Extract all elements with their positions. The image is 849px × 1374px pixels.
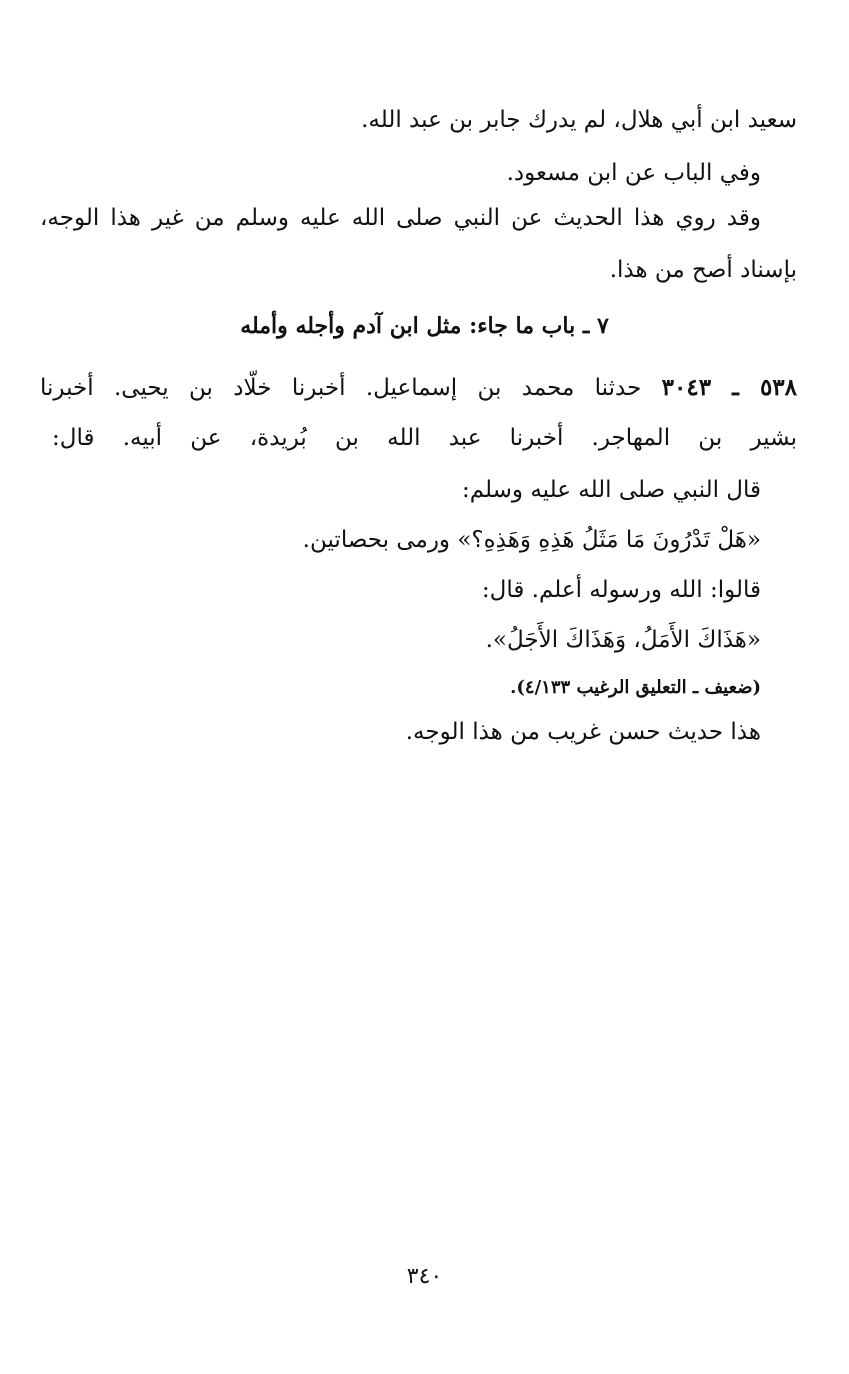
hadith-line-6: «هَذَاكَ الأَمَلُ، وَهَذَاكَ الأَجَلُ». (485, 627, 761, 653)
hadith-line-1 (40, 368, 797, 408)
text-line-2: وفي الباب عن ابن مسعود. (506, 160, 761, 186)
hadith-isnad-start: حدثنا محمد بن إسماعيل. أخبرنا خلّاد بن يحيى. أخبرنا (40, 375, 642, 401)
hadith-line-4: «هَلْ تَدْرُونَ مَا مَثَلُ هَذِهِ وَهَذِهِ؟» ورمى بحصاتين. (302, 527, 761, 553)
text-line-4: بإسناد أصح من هذا. (609, 257, 797, 283)
text-line-3: وقد روي هذا الحديث عن النبي صلى الله عليه وسلم من غير هذا الوجه، (40, 205, 761, 231)
page-number: ٣٤٠ (406, 1264, 443, 1289)
chapter-heading: ٧ ـ باب ما جاء: مثل ابن آدم وأجله وأمله (240, 313, 609, 339)
grading-note: (ضعيف ـ التعليق الرغيب ٤/١٣٣). (510, 677, 761, 698)
hadith-line-5: قالوا: الله ورسوله أعلم. قال: (481, 577, 761, 603)
hadith-number: ٥٣٨ ـ ٣٠٤٣ (661, 374, 797, 401)
hadith-line-2: بشير بن المهاجر. أخبرنا عبد الله بن بُريدة، عن أبيه. قال: (52, 425, 797, 451)
closing-remark: هذا حديث حسن غريب من هذا الوجه. (405, 719, 761, 745)
text-line-1: سعيد ابن أبي هلال، لم يدرك جابر بن عبد الله. (361, 107, 797, 133)
hadith-line-3: قال النبي صلى الله عليه وسلم: (461, 477, 761, 503)
